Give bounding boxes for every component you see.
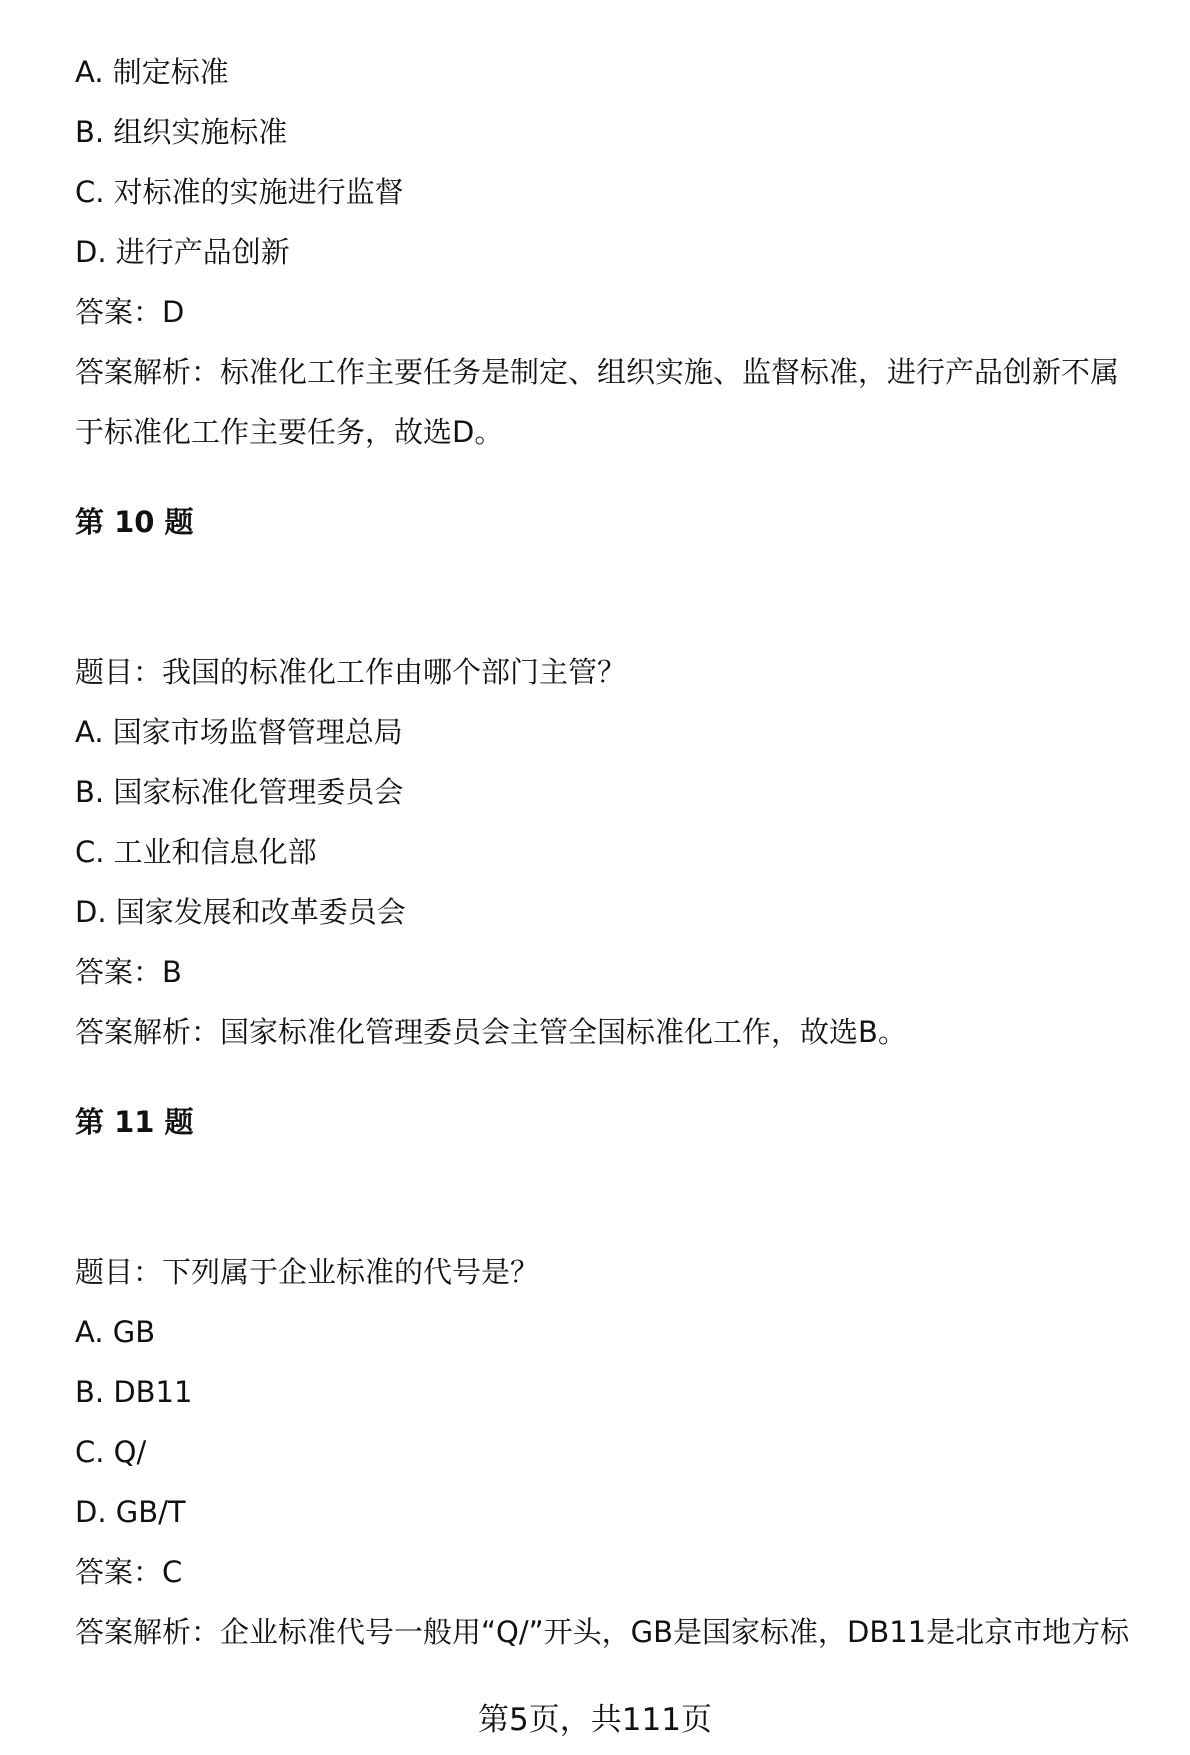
option-b: B. 国家标准化管理委员会: [75, 775, 404, 809]
question-text-11: 题目：下列属于企业标准的代号是？: [75, 1255, 540, 1289]
explanation-line-2: 于标准化工作主要任务，故选D。: [75, 415, 504, 449]
option-a: A. 制定标准: [75, 55, 229, 89]
explanation: 答案解析：国家标准化管理委员会主管全国标准化工作，故选B。: [75, 1015, 907, 1049]
page-footer: 第5页，共111页: [478, 1702, 712, 1738]
option-c: C. 对标准的实施进行监督: [75, 175, 404, 209]
option-b: B. DB11: [75, 1375, 193, 1409]
option-d: D. 进行产品创新: [75, 235, 290, 269]
option-c: C. 工业和信息化部: [75, 835, 317, 869]
option-d: D. 国家发展和改革委员会: [75, 895, 406, 929]
answer: 答案：D: [75, 295, 185, 329]
answer: 答案：B: [75, 955, 182, 989]
option-a: A. GB: [75, 1315, 156, 1349]
option-b: B. 组织实施标准: [75, 115, 288, 149]
question-text-10: 题目：我国的标准化工作由哪个部门主管？: [75, 655, 627, 689]
option-c: C. Q/: [75, 1435, 147, 1469]
explanation: 答案解析：企业标准代号一般用“Q/”开头，GB是国家标准，DB11是北京市地方标: [75, 1615, 1130, 1649]
option-a: A. 国家市场监督管理总局: [75, 715, 403, 749]
answer: 答案：C: [75, 1555, 183, 1589]
question-heading-11: 第 11 题: [75, 1105, 194, 1139]
explanation-line-1: 答案解析：标准化工作主要任务是制定、组织实施、监督标准，进行产品创新不属: [75, 355, 1120, 389]
question-heading-10: 第 10 题: [75, 505, 194, 539]
option-d: D. GB/T: [75, 1495, 186, 1529]
